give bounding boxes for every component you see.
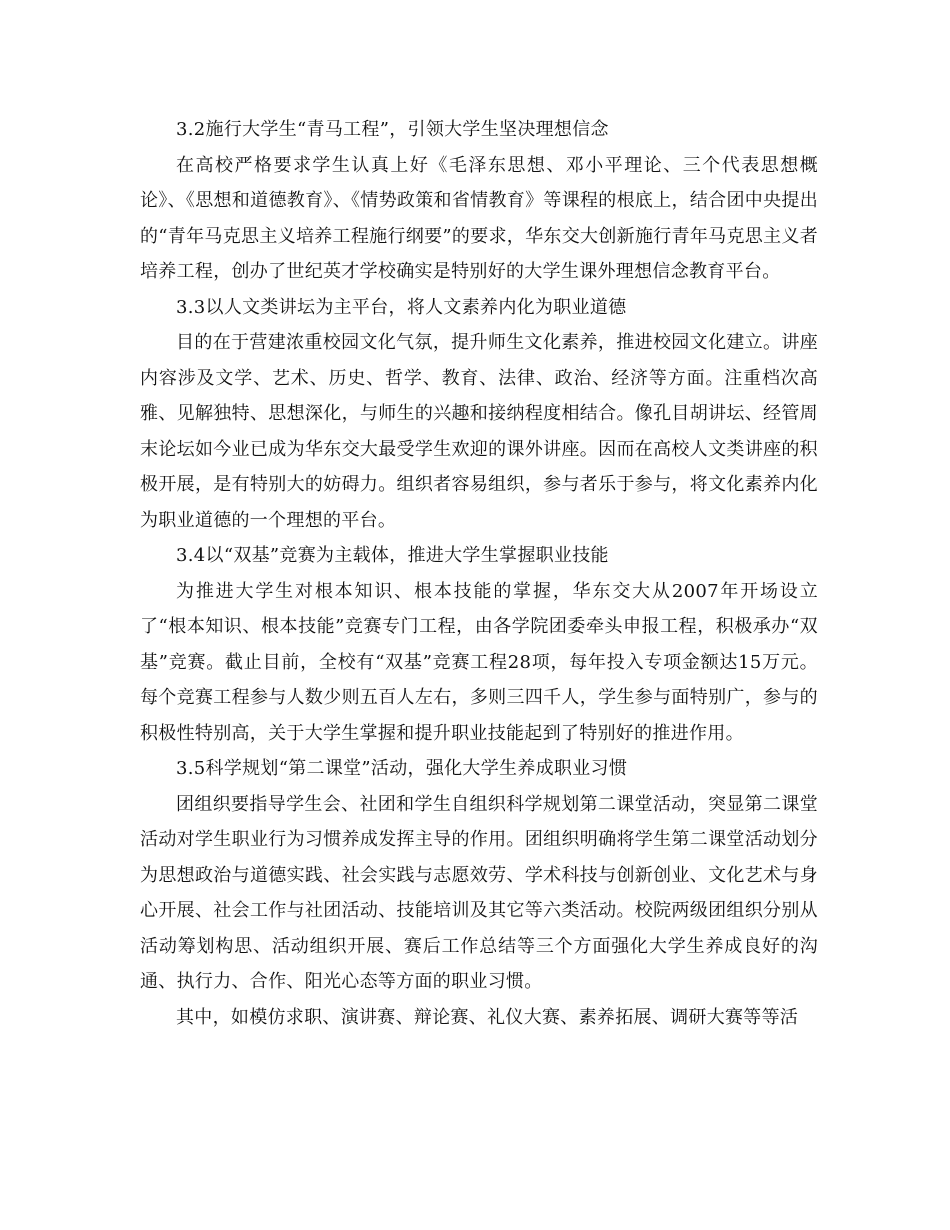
section-heading-3-5: 3.5科学规划“第二课堂”活动，强化大学生养成职业习惯: [176, 758, 628, 779]
document-body: [140, 112, 818, 1035]
body-paragraph: 为推进大学生对根本知识、根本技能的掌握，华东交大从2007年开场设立了“根本知识、根本技能”竞赛专门工程，由各学院团委牵头申报工程，积极承办“双基”竞赛。截止目前，全校有“双基”竞赛工程28项，每年投入专项金额达15万元。每个竞赛工程参与人数少则五百人左右，多则三四千人，学生参与面特别广，参与的积极性特别高，关于大学生掌握和提升职业技能起到了特别好的推进作用。: [140, 580, 818, 744]
section-heading-3-4: 3.4以“双基”竞赛为主载体，推进大学生掌握职业技能: [176, 545, 609, 566]
body-paragraph: 目的在于营建浓重校园文化气氛，提升师生文化素养，推进校园文化建立。讲座内容涉及文学、艺术、历史、哲学、教育、法律、政治、经济等方面。注重档次高雅、见解独特、思想深化，与师生的兴趣和接纳程度相结合。像孔目胡讲坛、经管周末论坛如今业已成为华东交大最受学生欢迎的课外讲座。因而在高校人文类讲座的积极开展，是有特别大的妨碍力。组织者容易组织，参与者乐于参与，将文化素养内化为职业道德的一个理想的平台。: [140, 332, 818, 531]
section-heading-3-3: 3.3以人文类讲坛为主平台，将人文素养内化为职业道德: [176, 296, 627, 318]
body-paragraph: 在高校严格要求学生认真上好《毛泽东思想、邓小平理论、三个代表思想概论》、《思想和道德教育》、《情势政策和省情教育》等课程的根底上，结合团中央提出的“青年马克思主义培养工程施行纲要”的要求，华东交大创新施行青年马克思主义者培养工程，创办了世纪英才学校确实是特别好的大学生课外理想信念教育平台。: [140, 154, 818, 282]
body-paragraph: 其中，如模仿求职、演讲赛、辩论赛、礼仪大赛、素养拓展、调研大赛等等活: [176, 1006, 799, 1028]
section-heading-3-2: 3.2施行大学生“青马工程”，引领大学生坚决理想信念: [176, 119, 609, 140]
body-paragraph: 团组织要指导学生会、社团和学生自组织科学规划第二课堂活动，突显第二课堂活动对学生职业行为习惯养成发挥主导的作用。团组织明确将学生第二课堂活动划分为思想政治与道德实践、社会实践与志愿效劳、学术科技与创新创业、文化艺术与身心开展、社会工作与社团活动、技能培训及其它等六类活动。校院两级团组织分别从活动筹划构思、活动组织开展、赛后工作总结等三个方面强化大学生养成良好的沟通、执行力、合作、阳光心态等方面的职业习惯。: [140, 793, 818, 992]
